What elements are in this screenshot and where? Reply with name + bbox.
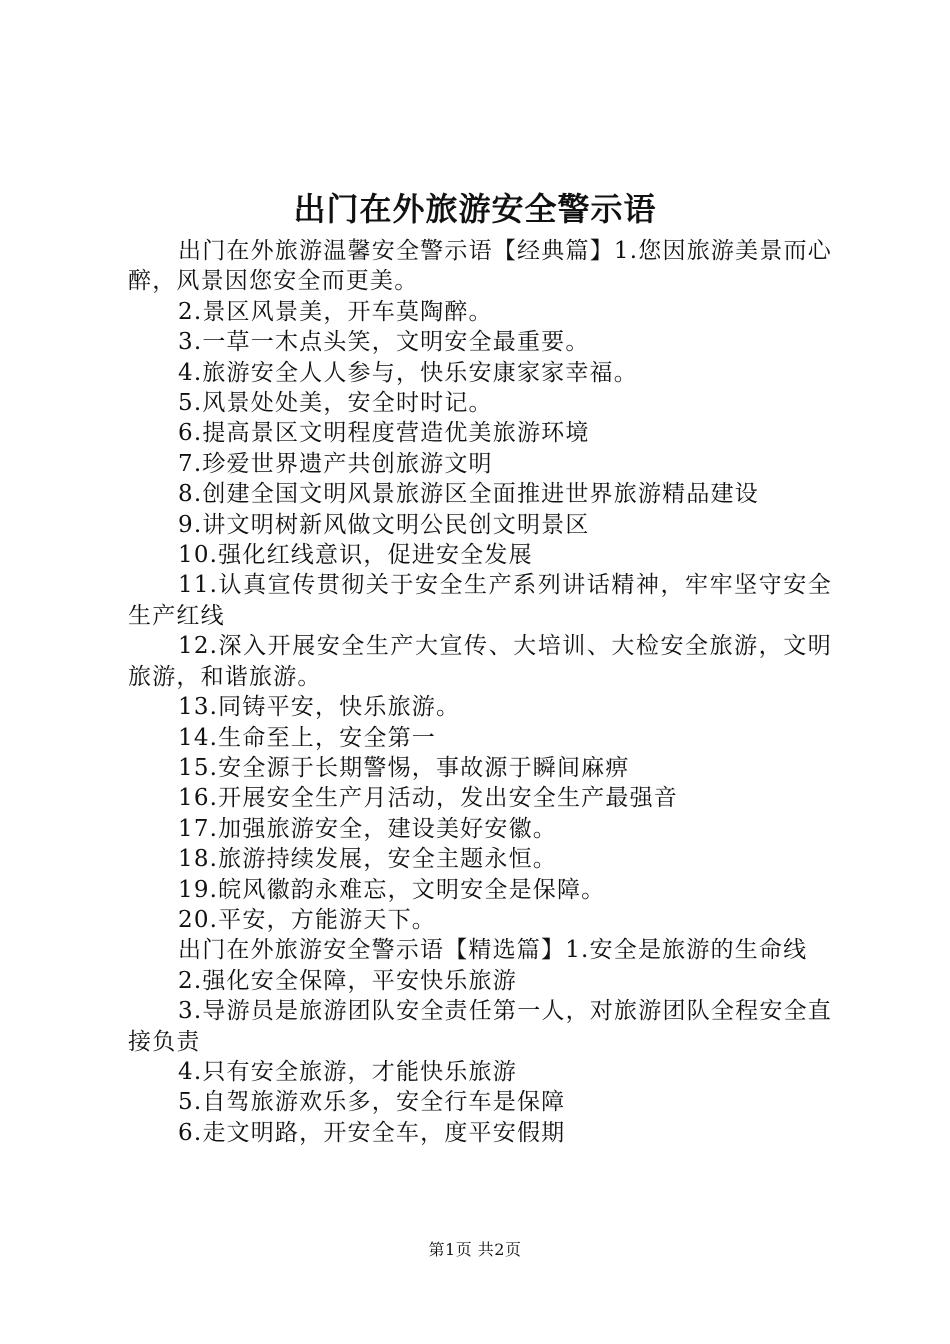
- paragraph: 2.强化安全保障，平安快乐旅游: [178, 967, 517, 994]
- paragraph: 4.旅游安全人人参与，快乐安康家家幸福。: [178, 359, 638, 386]
- paragraph: 3.导游员是旅游团队安全责任第一人，对旅游团队全程安全直接负责: [128, 998, 832, 1055]
- page-footer: 第1页 共2页: [428, 1240, 522, 1259]
- paragraph: 19.皖风徽韵永难忘，文明安全是保障。: [178, 876, 606, 903]
- paragraph: 5.风景处处美，安全时时记。: [178, 390, 493, 417]
- paragraph: 出门在外旅游安全警示语【精选篇】1.安全是旅游的生命线: [178, 937, 808, 964]
- paragraph: 15.安全源于长期警惕，事故源于瞬间麻痹: [178, 754, 630, 781]
- paragraph: 5.自驾旅游欢乐多，安全行车是保障: [178, 1089, 566, 1116]
- paragraph: 18.旅游持续发展，安全主题永恒。: [178, 846, 557, 873]
- paragraph: 13.同铸平安，快乐旅游。: [178, 694, 461, 721]
- paragraph: 12.深入开展安全生产大宣传、大培训、大检安全旅游，文明旅游，和谐旅游。: [128, 633, 832, 690]
- paragraph: 16.开展安全生产月活动，发出安全生产最强音: [178, 785, 678, 812]
- paragraph: 9.讲文明树新风做文明公民创文明景区: [178, 511, 590, 538]
- paragraph: 11.认真宣传贯彻关于安全生产系列讲话精神，牢牢坚守安全生产红线: [128, 572, 832, 629]
- paragraph: 3.一草一木点头笑，文明安全最重要。: [178, 329, 590, 356]
- paragraph: 出门在外旅游温馨安全警示语【经典篇】1.您因旅游美景而心醉，风景因您安全而更美。: [128, 238, 832, 295]
- paragraph: 6.走文明路，开安全车，度平安假期: [178, 1119, 566, 1146]
- paragraph: 2.景区风景美，开车莫陶醉。: [178, 298, 493, 325]
- paragraph: 4.只有安全旅游，才能快乐旅游: [178, 1058, 517, 1085]
- paragraph: 10.强化红线意识，促进安全发展: [178, 542, 533, 569]
- paragraph: 7.珍爱世界遗产共创旅游文明: [178, 450, 493, 477]
- paragraph: 8.创建全国文明风景旅游区全面推进世界旅游精品建设: [178, 481, 759, 508]
- paragraph: 17.加强旅游安全，建设美好安徽。: [178, 815, 557, 842]
- document-body: [128, 236, 832, 1148]
- paragraph: 6.提高景区文明程度营造优美旅游环境: [178, 420, 590, 447]
- document-title: 出门在外旅游安全警示语: [293, 190, 657, 228]
- paragraph: 20.平安，方能游天下。: [178, 906, 436, 933]
- paragraph: 14.生命至上，安全第一: [178, 724, 436, 751]
